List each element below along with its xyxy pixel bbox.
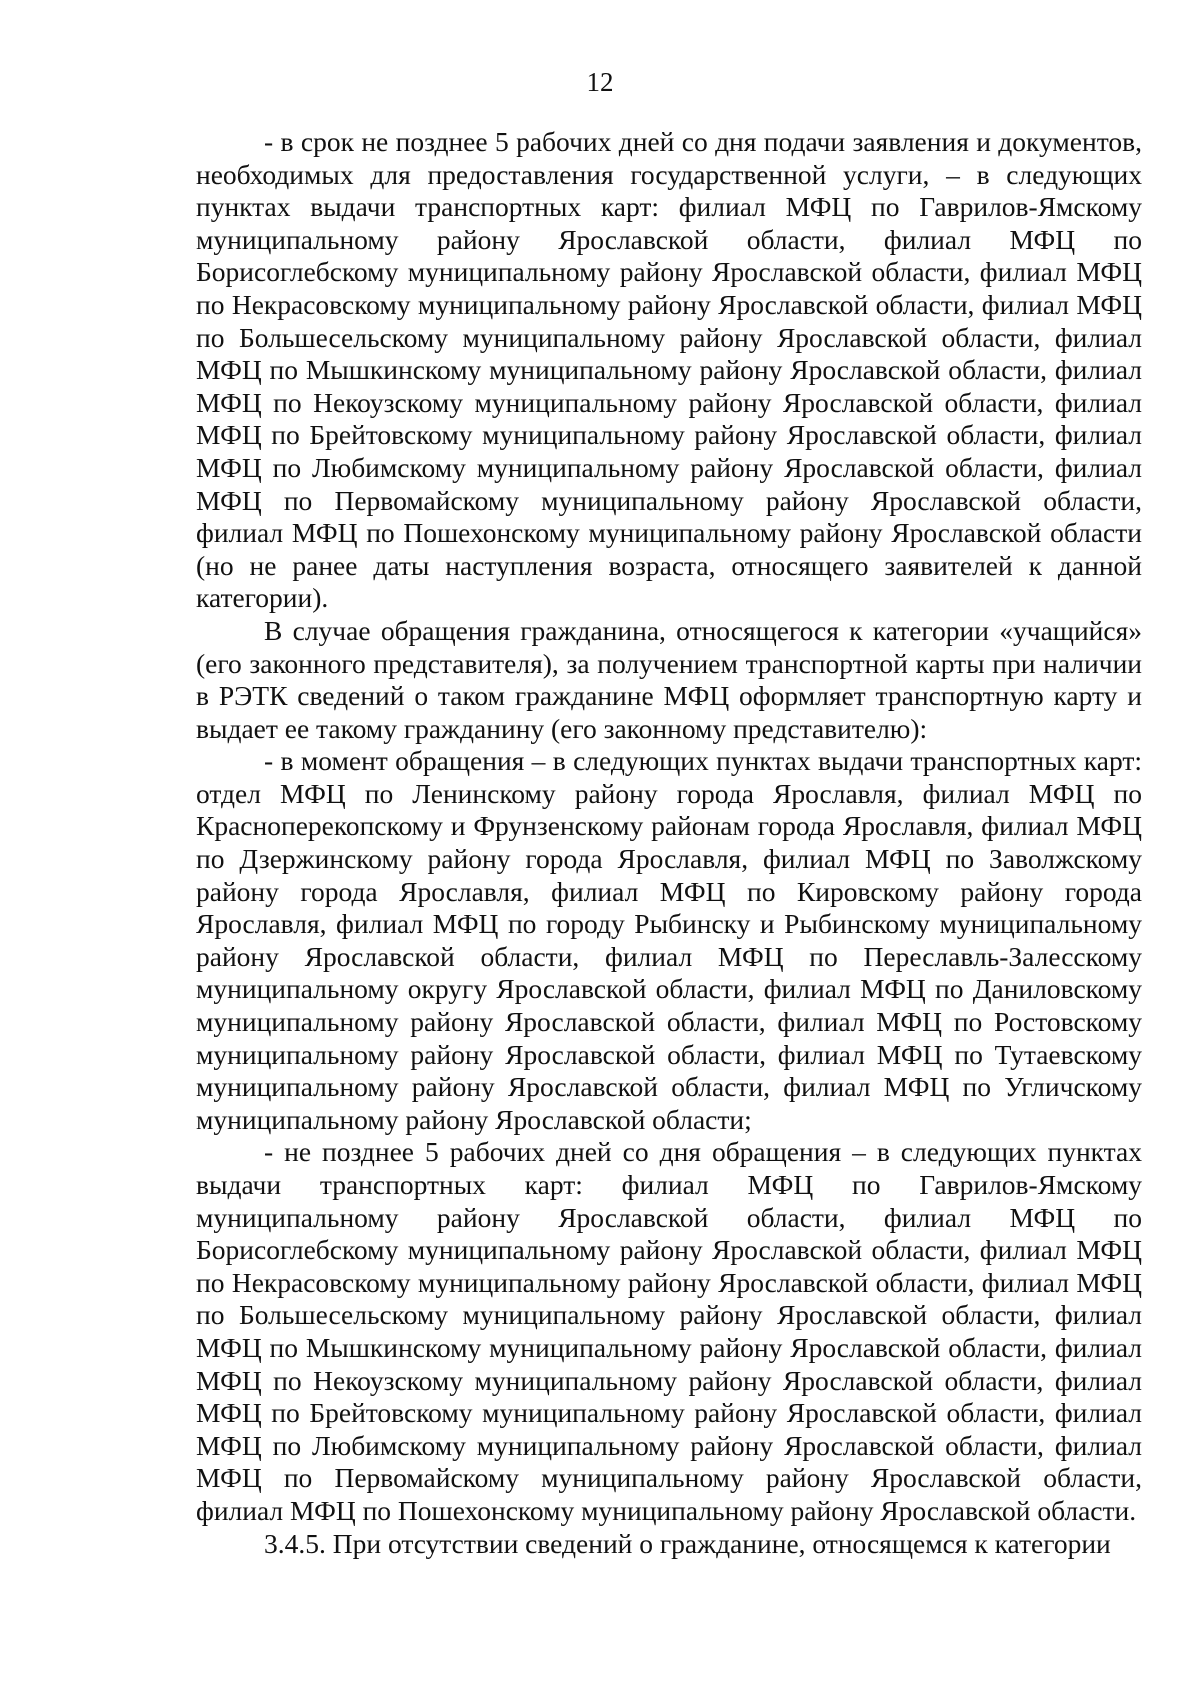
paragraph-issue-not-later-5-days: - не позднее 5 рабочих дней со дня обращения – в следующих пунктах выдачи транспортных карт: филиал МФЦ по Гаврилов-Ямскому муниципальному району Ярославской области, филиал МФЦ по Борисоглебскому муниципальному району Ярославской области, филиал МФЦ по Некрасовскому муниципальному району Ярославской области, филиал МФЦ по Большесельскому муниципальному району Ярославской области, филиал МФЦ по Мышкинскому муниципальному району Ярославской области, филиал МФЦ по Некоузскому муниципальному району Ярославской области, филиал МФЦ по Брейтовскому муниципальному району Ярославской области, филиал МФЦ по Любимскому муниципальному району Ярославской области, филиал МФЦ по Первомайскому муниципальному району Ярославской области, филиал МФЦ по Пошехонскому муниципальному району Ярославской области. (196, 1136, 1142, 1526)
paragraph-issue-at-moment: - в момент обращения – в следующих пунктах выдачи транспортных карт: отдел МФЦ по Ленинскому району города Ярославля, филиал МФЦ по Красноперекопскому и Фрунзенскому районам города Ярославля, филиал МФЦ по Дзержинскому району города Ярославля, филиал МФЦ по Заволжскому району города Ярославля, филиал МФЦ по Кировскому району города Ярославля, филиал МФЦ по городу Рыбинску и Рыбинскому муниципальному району Ярославской области, филиал МФЦ по Переславль-Залесскому муниципальному округу Ярославской области, филиал МФЦ по Даниловскому муниципальному району Ярославской области, филиал МФЦ по Ростовскому муниципальному району Ярославской области, филиал МФЦ по Тутаевскому муниципальному району Ярославской области, филиал МФЦ по Угличскому муниципальному району Ярославской области; (196, 745, 1142, 1135)
paragraph-student-category: В случае обращения гражданина, относящегося к категории «учащийся» (его законного представителя), за получением транспортной карты при наличии в РЭТК сведений о таком гражданине МФЦ оформляет транспортную карту и выдает ее такому гражданину (его законному представителю): (196, 614, 1142, 744)
paragraph-section-3-4-5: 3.4.5. При отсутствии сведений о гражданине, относящемся к категории (264, 1527, 1111, 1559)
document-body (196, 126, 1142, 1560)
paragraph-issue-within-5-days: - в срок не позднее 5 рабочих дней со дня подачи заявления и документов, необходимых для предоставления государственной услуги, – в следующих пунктах выдачи транспортных карт: филиал МФЦ по Гаврилов-Ямскому муниципальному району Ярославской области, филиал МФЦ по Борисоглебскому муниципальному району Ярославской области, филиал МФЦ по Некрасовскому муниципальному району Ярославской области, филиал МФЦ по Большесельскому муниципальному району Ярославской области, филиал МФЦ по Мышкинскому муниципальному району Ярославской области, филиал МФЦ по Некоузскому муниципальному району Ярославской области, филиал МФЦ по Брейтовскому муниципальному району Ярославской области, филиал МФЦ по Любимскому муниципальному району Ярославской области, филиал МФЦ по Первомайскому муниципальному району Ярославской области, филиал МФЦ по Пошехонскому муниципальному району Ярославской области (но не ранее даты наступления возраста, относящего заявителей к данной категории). (196, 126, 1142, 614)
page-number: 12 (586, 67, 614, 97)
